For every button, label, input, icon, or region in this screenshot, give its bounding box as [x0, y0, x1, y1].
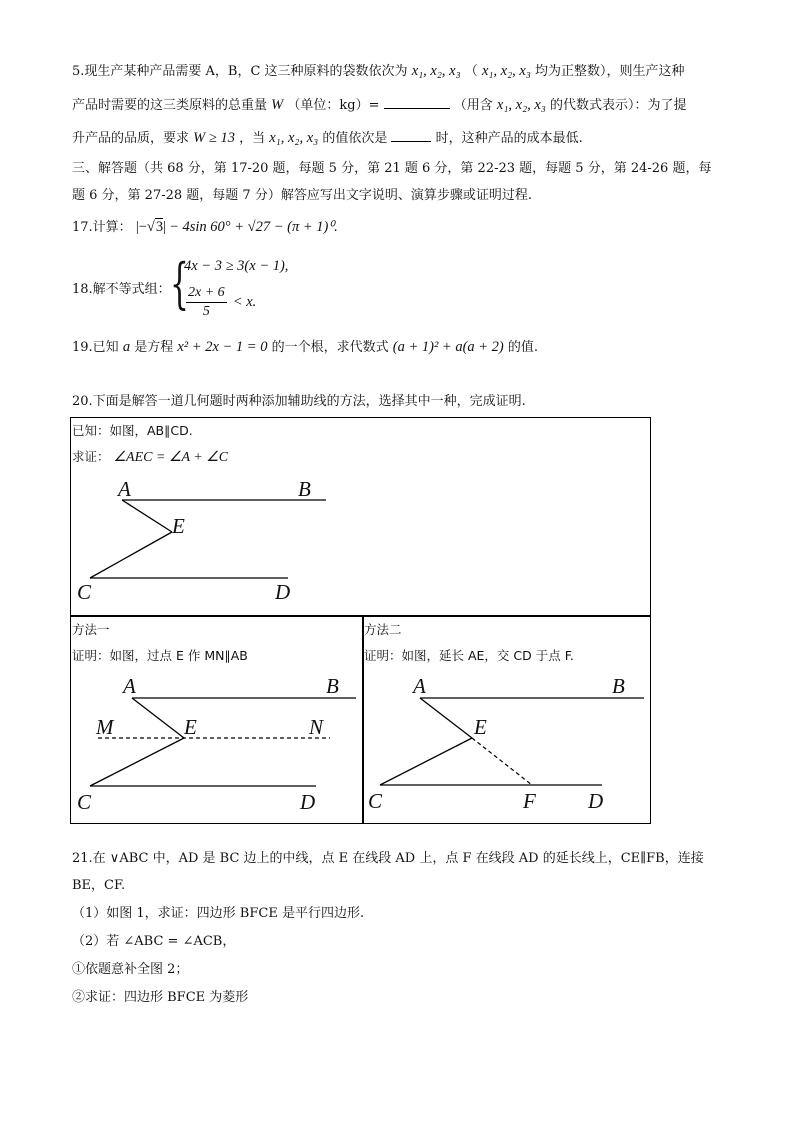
q5-line1: 5.现生产某种产品需要 A，B，C 这三种原料的袋数依次为 x₁, x₂, x₃ （ x₁, x₂, x₃ 均为正整数），则生产这种 [72, 63, 685, 79]
m2-label-B: B [612, 674, 625, 698]
m1-line-EC [90, 738, 184, 786]
line-EC [90, 532, 172, 578]
q21-p2a: ①依题意补全图 2； [72, 962, 189, 977]
m1-label-C: C [77, 790, 92, 814]
m2-line-AE [420, 698, 472, 738]
m1-label-A: A [123, 674, 136, 698]
fig1-label-E: E [172, 514, 185, 538]
fig1-label-D: D [275, 580, 291, 604]
method2-title: 方法二 [364, 622, 402, 637]
q5-line2: 产品时需要的这三类原料的总重量 W （单位：kg）= （用含 x₁, x₂, x₃ 的代数式表示）：为了提 [72, 97, 687, 113]
q18-label: 18.解不等式组： [72, 282, 171, 297]
m2-label-D: D [588, 789, 604, 813]
m1-label-M: M [96, 715, 114, 739]
q20-figure-method1 [70, 670, 360, 820]
q17-expr: 4sin 60° + √27 − (π + 1)⁰. [182, 219, 338, 235]
q5-vars: x₁, x₂, x₃ [411, 63, 461, 79]
m1-label-B: B [326, 674, 339, 698]
m2-line-EF [472, 738, 532, 785]
q21-line1: 21.在 ∨ABC 中，AD 是 BC 边上的中线，点 E 在线段 AD 上，点 F 在线段 AD 的延长线上，CE∥FB，连接 [72, 851, 704, 866]
q21-p1: （1）如图 1，求证：四边形 BFCE 是平行四边形. [72, 906, 365, 921]
m2-line-EC [380, 738, 472, 785]
q20-figure-method2 [362, 670, 647, 820]
method1-text: 证明：如图，过点 E 作 MN∥AB [72, 648, 248, 663]
q17-expr-minus: − [170, 219, 179, 235]
q17: 17.计算： |−√3| − 4sin 60° + √27 − (π + 1)⁰. [72, 219, 338, 235]
q20-figure-given [70, 470, 370, 610]
q5-line3: 升产品的品质，要求 W ≥ 13 ，当 x₁, x₂, x₃ 的值依次是 时，这种产品的成本最低. [72, 130, 583, 146]
q5-blank-1[interactable] [384, 96, 450, 109]
section3-line1: 三、解答题（共 68 分，第 17-20 题，每题 5 分，第 21 题 6 分，第 22-23 题，每题 5 分，第 24-26 题，每 [72, 161, 712, 176]
m1-line-AE [132, 698, 184, 738]
q21-line2: BE，CF. [72, 878, 126, 893]
section3-line2: 题 6 分，第 27-28 题，每题 7 分）解答应写出文字说明、演算步骤或证明过程. [72, 188, 532, 203]
m1-label-E: E [184, 715, 197, 739]
m2-label-C: C [368, 789, 383, 813]
q18-ineq1: 4x − 3 ≥ 3(x − 1), [184, 258, 289, 274]
m2-label-E: E [474, 715, 487, 739]
fig1-label-B: B [298, 477, 311, 501]
q21-p2: （2）若 ∠ABC = ∠ACB， [72, 934, 236, 949]
abs-neg-sqrt3: |−√3| [135, 219, 167, 235]
q18-ineq2: $\frac{2x + 6}{5}$ < x. [188, 285, 257, 319]
q19: 19.已知 a 是方程 x² + 2x − 1 = 0 的一个根，求代数式 (a + 1)² + a(a + 2) 的值. [72, 339, 539, 355]
m1-label-D: D [300, 790, 316, 814]
fig1-label-C: C [77, 580, 92, 604]
q20-intro: 20.下面是解答一道几何题时两种添加辅助线的方法，选择其中一种，完成证明. [72, 394, 526, 409]
q20-given: 已知：如图，AB∥CD. [72, 423, 193, 438]
m2-label-A: A [413, 674, 426, 698]
q5-blank-2[interactable] [391, 129, 431, 142]
q21-p2b: ②求证：四边形 BFCE 为菱形 [72, 990, 249, 1005]
q18-brace: { [170, 252, 189, 315]
method1-title: 方法一 [72, 622, 110, 637]
line-AE [122, 500, 172, 532]
q18-fraction: $\frac{2x + 6}{5}$ [188, 285, 225, 319]
fig1-label-A: A [118, 477, 131, 501]
m2-label-F: F [523, 789, 536, 813]
method2-text: 证明：如图，延长 AE，交 CD 于点 F. [364, 648, 574, 663]
q20-prove: 求证： ∠AEC = ∠A + ∠C [72, 449, 229, 465]
m1-label-N: N [309, 715, 324, 739]
